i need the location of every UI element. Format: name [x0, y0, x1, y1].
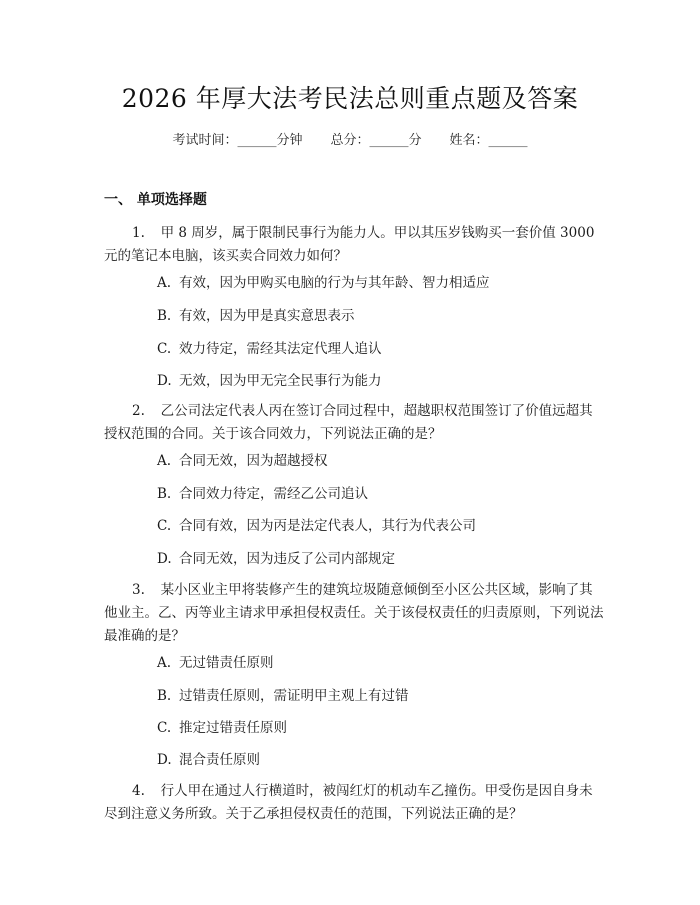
option-3c — [157, 717, 607, 739]
exam-time-field: 考试时间：______分钟 — [172, 133, 303, 148]
question-3 — [104, 579, 604, 648]
option-letter: C. — [157, 341, 172, 357]
option-text: 合同有效，因为丙是法定代表人，其行为代表公司 — [179, 518, 476, 534]
question-number: 3. — [132, 582, 145, 598]
option-text: 合同效力待定，需经乙公司追认 — [179, 486, 368, 502]
option-letter: B. — [157, 688, 172, 704]
option-letter: C. — [157, 720, 172, 736]
option-letter: A. — [157, 453, 172, 469]
option-text: 无效，因为甲无完全民事行为能力 — [179, 373, 382, 389]
question-number: 2. — [132, 403, 145, 419]
option-text: 有效，因为甲是真实意思表示 — [179, 308, 355, 324]
option-2b — [157, 483, 607, 505]
option-letter: B. — [157, 308, 172, 324]
option-text: 过错责任原则，需证明甲主观上有过错 — [179, 688, 409, 704]
total-score-field: 总分：______分 — [330, 133, 422, 148]
option-3a — [157, 652, 607, 674]
option-2c — [157, 515, 607, 537]
name-field: 姓名：______ — [449, 133, 528, 148]
option-1b — [157, 305, 607, 327]
question-1 — [104, 222, 604, 268]
option-2d — [157, 548, 607, 570]
option-letter: A. — [157, 275, 172, 291]
section-heading: 一、 单项选择题 — [104, 192, 207, 208]
question-text: 乙公司法定代表人丙在签订合同过程中，超越职权范围签订了价值远超其授权范围的合同。关于该合同效力，下列说法正确的是？ — [104, 403, 593, 442]
option-2a — [157, 450, 607, 472]
option-letter: C. — [157, 518, 172, 534]
option-text: 推定过错责任原则 — [179, 720, 287, 736]
option-text: 有效，因为甲购买电脑的行为与其年龄、智力相适应 — [179, 275, 490, 291]
question-text: 某小区业主甲将装修产生的建筑垃圾随意倾倒至小区公共区域，影响了其他业主。乙、丙等业主请求甲承担侵权责任。关于该侵权责任的归责原则，下列说法最准确的是？ — [104, 582, 604, 644]
question-4 — [104, 780, 604, 826]
option-text: 效力待定，需经其法定代理人追认 — [179, 341, 382, 357]
option-text: 合同无效，因为违反了公司内部规定 — [179, 551, 395, 567]
option-letter: D. — [157, 752, 172, 768]
question-number: 4. — [132, 783, 145, 799]
option-3b — [157, 685, 607, 707]
document-title: 2026 年厚大法考民法总则重点题及答案 — [121, 84, 579, 113]
question-text: 甲 8 周岁，属于限制民事行为能力人。甲以其压岁钱购买一套价值 3000 元的笔记本电脑，该买卖合同效力如何？ — [104, 225, 595, 264]
option-1a — [157, 272, 607, 294]
option-text: 合同无效，因为超越授权 — [179, 453, 328, 469]
option-letter: A. — [157, 655, 172, 671]
exam-meta — [0, 130, 700, 152]
option-letter: D. — [157, 551, 172, 567]
option-letter: B. — [157, 486, 172, 502]
option-text: 混合责任原则 — [179, 752, 260, 768]
option-text: 无过错责任原则 — [179, 655, 274, 671]
option-1d — [157, 370, 607, 392]
question-text: 行人甲在通过人行横道时，被闯红灯的机动车乙撞伤。甲受伤是因自身未尽到注意义务所致。关于乙承担侵权责任的范围，下列说法正确的是？ — [104, 783, 593, 822]
question-number: 1. — [132, 225, 145, 241]
option-letter: D. — [157, 373, 172, 389]
option-1c — [157, 338, 607, 360]
question-2 — [104, 400, 604, 446]
option-3d — [157, 749, 607, 771]
